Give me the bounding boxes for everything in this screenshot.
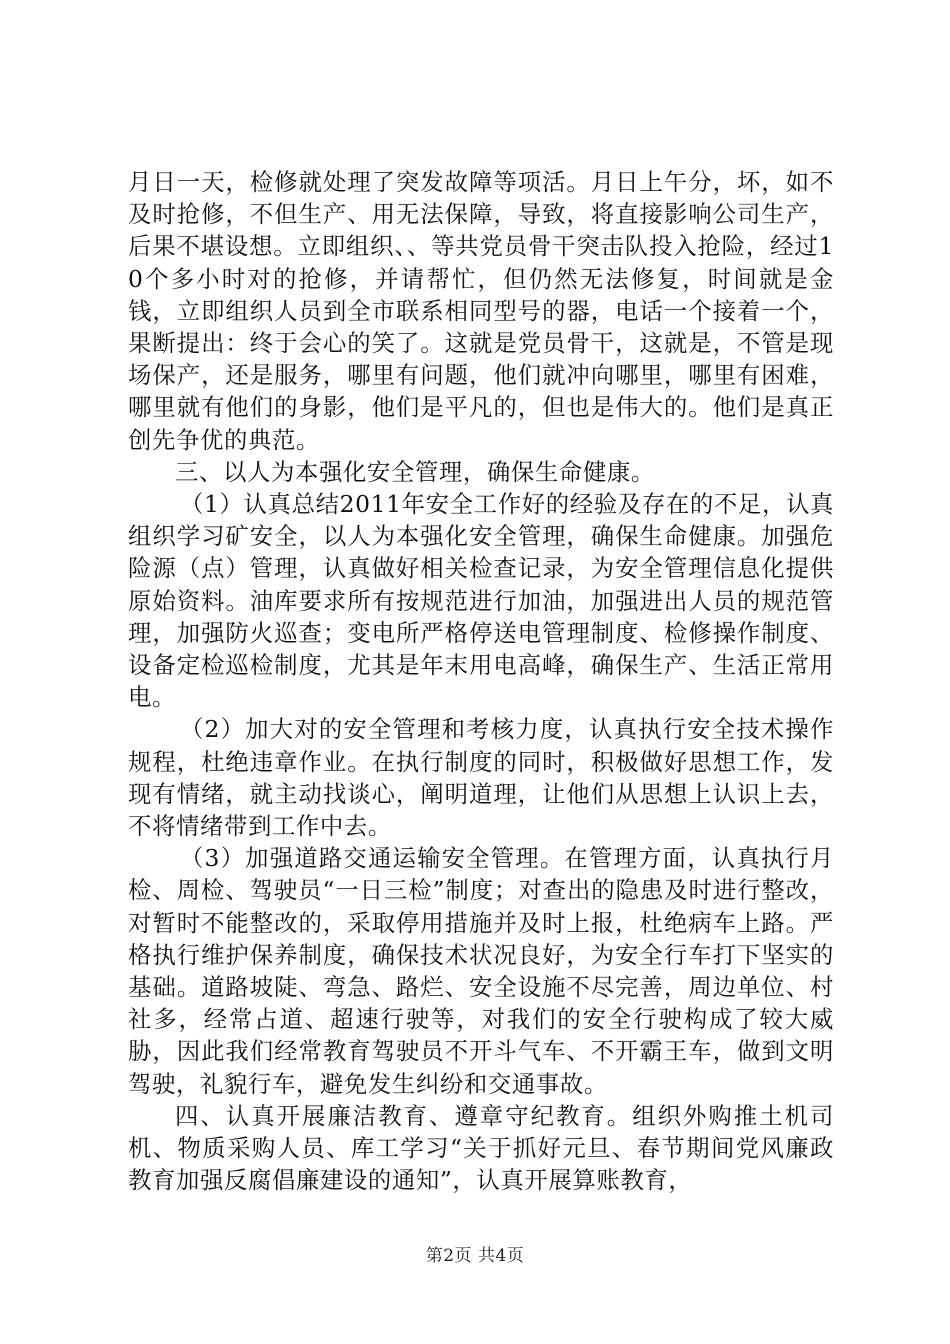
page-number-footer: 第2页 共4页 xyxy=(425,1246,525,1266)
section-heading-integrity: 四、认真开展廉洁教育、遵章守纪教育。组织外购推土机司机、物质采购人员、库工学习“关于抓好元旦、春节期间党风廉政教育加强反腐倡廉建设的通知”，认真开展算账教育， xyxy=(128,1101,834,1195)
paragraph-safety-item-2: （2）加大对的安全管理和考核力度，认真执行安全技术操作规程，杜绝违章作业。在执行制度的同时，积极做好思想工作，发现有情绪，就主动找谈心，阐明道理，让他们从思想上认识上去，不将情绪带到工作中去。 xyxy=(128,715,834,841)
paragraph-repair-story: 月日一天，检修就处理了突发故障等项活。月日上午分，坏，如不及时抢修，不但生产、用无法保障，导致，将直接影响公司生产，后果不堪设想。立即组织、、等共党员骨干突击队投入抢险，经过10个多小时对的抢修，并请帮忙，但仍然无法修复，时间就是金钱，立即组织人员到全市联系相同型号的器，电话一个接着一个，果断提出：终于会心的笑了。这就是党员骨干，这就是，不管是现场保产，还是服务，哪里有问题，他们就冲向哪里，哪里有困难，哪里就有他们的身影，他们是平凡的，但也是伟大的。他们是真正创先争优的典范。 xyxy=(128,168,834,454)
section-heading-safety: 三、以人为本强化安全管理，确保生命健康。 xyxy=(175,457,655,486)
document-body xyxy=(128,166,834,1197)
paragraph-safety-item-3: （3）加强道路交通运输安全管理。在管理方面，认真执行月检、周检、驾驶员“一日三检”制度；对查出的隐患及时进行整改，对暂时不能整改的，采取停用措施并及时上报，杜绝病车上路。严格执行维护保养制度，确保技术状况良好，为安全行车打下坚实的基础。道路坡陡、弯急、路烂、安全设施不尽完善，周边单位、村社多，经常占道、超速行驶等，对我们的安全行驶构成了较大威胁，因此我们经常教育驾驶员不开斗气车、不开霸王车，做到文明驾驶，礼貌行车，避免发生纠纷和交通事故。 xyxy=(128,844,834,1098)
paragraph-safety-item-1: （1）认真总结2011年安全工作好的经验及存在的不足，认真组织学习矿安全，以人为本强化安全管理，确保生命健康。加强危险源（点）管理，认真做好相关检查记录，为安全管理信息化提供原始资料。油库要求所有按规范进行加油，加强进出人员的规范管理，加强防火巡查；变电所严格停送电管理制度、检修操作制度、设备定检巡检制度，尤其是年末用电高峰，确保生产、生活正常用电。 xyxy=(128,490,834,712)
